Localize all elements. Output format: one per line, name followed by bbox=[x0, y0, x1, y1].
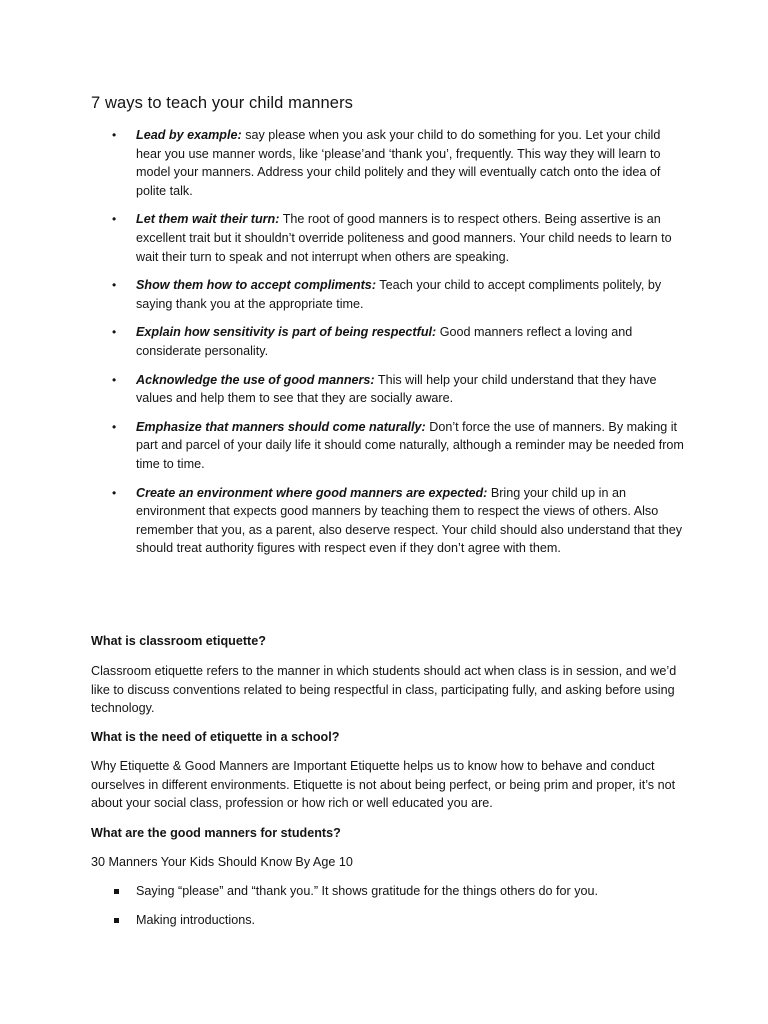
tip-item bbox=[0, 126, 768, 200]
tip-item bbox=[0, 210, 768, 266]
tip-heading: Show them how to accept compliments: bbox=[136, 278, 377, 293]
question-classroom-etiquette: What is classroom etiquette? bbox=[91, 634, 266, 648]
tip-text: Good manners reflect a loving and considerate personality. bbox=[136, 325, 633, 358]
question-good-manners: What are the good manners for students? bbox=[91, 826, 341, 840]
manner-text: Making introductions. bbox=[136, 913, 256, 927]
tip-item bbox=[0, 484, 768, 558]
tip-text: This will help your child understand that they have values and help them to see that they are socially aware. bbox=[136, 372, 657, 406]
tip-item bbox=[0, 371, 768, 408]
manner-text: Saying “please” and “thank you.” It shows gratitude for the things others do for you. bbox=[136, 884, 599, 898]
tip-heading: Emphasize that manners should come naturally: bbox=[136, 419, 426, 434]
question-need-of-etiquette: What is the need of etiquette in a school? bbox=[91, 730, 340, 744]
tip-text: say please when you ask your child to do something for you. Let your child hear you use manner words, like ‘please’and ‘thank you’, frequently. This way they will learn to model your manners. Address your child politely and they will eventually catch onto the idea of polite talk. bbox=[136, 128, 661, 198]
tip-item bbox=[0, 418, 768, 474]
bullet-icon: • bbox=[112, 212, 117, 227]
tip-heading: Let them wait their turn: bbox=[136, 212, 280, 227]
tip-text: Teach your child to accept compliments politely, by saying thank you at the appropriate time. bbox=[136, 278, 662, 311]
tip-text: Bring your child up in an environment that expects good manners by teaching them to respect the views of others. Also remember that you, as a parent, also deserve respect. Your child should also understand that they should treat authority figures with respect even if they don’t agree with them. bbox=[136, 485, 683, 556]
tip-heading: Acknowledge the use of good manners: bbox=[136, 372, 375, 387]
tip-heading: Explain how sensitivity is part of being respectful: bbox=[136, 325, 437, 340]
square-bullet-icon bbox=[114, 918, 119, 923]
bullet-icon: • bbox=[112, 485, 117, 500]
bullet-icon: • bbox=[112, 278, 117, 293]
answer-good-manners: 30 Manners Your Kids Should Know By Age 10 bbox=[91, 855, 353, 869]
tip-heading: Lead by example: bbox=[136, 128, 242, 142]
tip-text: Don’t force the use of manners. By making it part and parcel of your daily life it should come naturally, although a reminder may be needed from time to time. bbox=[136, 419, 684, 471]
square-bullet-icon bbox=[114, 889, 119, 894]
tip-item bbox=[0, 276, 768, 313]
tip-item bbox=[0, 323, 768, 360]
tip-text: The root of good manners is to respect others. Being assertive is an excellent trait but it shouldn’t override politeness and good manners. Your child needs to learn to wait their turn to speak and not interrupt when others are speaking. bbox=[136, 212, 672, 264]
answer-need-of-etiquette: Why Etiquette & Good Manners are Important Etiquette helps us to know how to behave and conduct ourselves in different environments. Etiquette is not about being perfect, or being prim and proper, it’s not about your social class, profession or how rich or well educated you are. bbox=[91, 759, 676, 811]
bullet-icon: • bbox=[112, 372, 117, 387]
tips-list bbox=[0, 126, 768, 568]
answer-classroom-etiquette: Classroom etiquette refers to the manner in which students should act when class is in session, and we’d like to discuss conventions related to being respectful in class, participating fully, and asking before using technology. bbox=[91, 664, 677, 716]
bullet-icon: • bbox=[112, 419, 117, 434]
page-title: 7 ways to teach your child manners bbox=[91, 94, 354, 112]
bullet-icon: • bbox=[112, 128, 117, 142]
tip-heading: Create an environment where good manners are expected: bbox=[136, 485, 488, 500]
bullet-icon: • bbox=[112, 325, 117, 340]
